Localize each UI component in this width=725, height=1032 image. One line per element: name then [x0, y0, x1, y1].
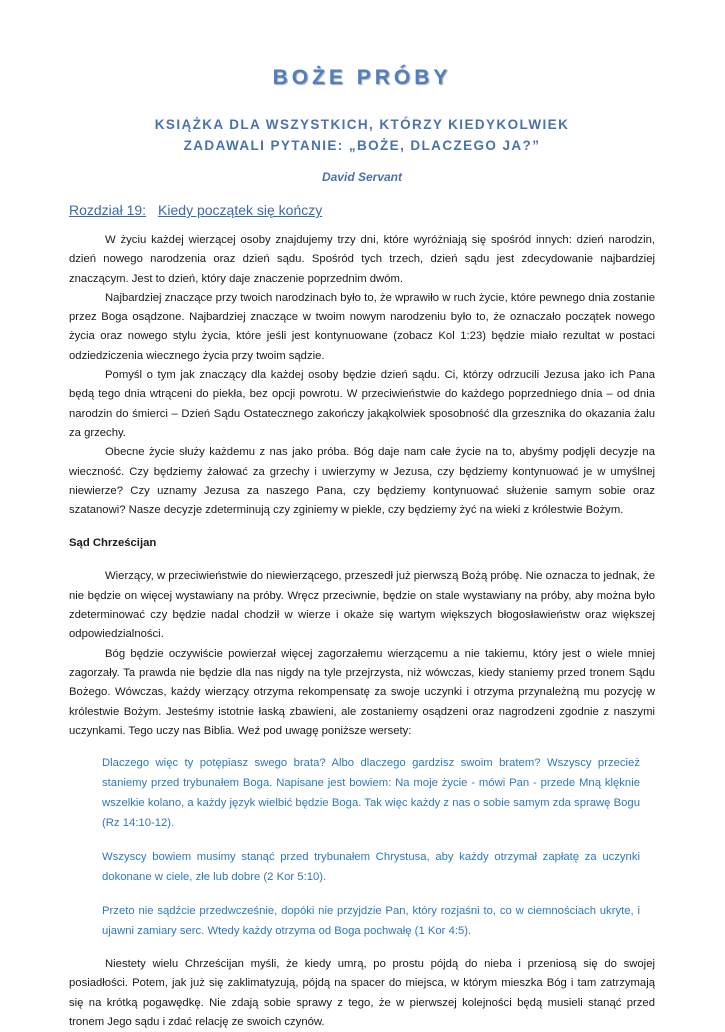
- chapter-number: Rozdział 19:: [69, 202, 147, 218]
- document-body: [69, 231, 655, 1032]
- chapter-heading: [69, 202, 655, 218]
- document-subtitle: [69, 114, 655, 156]
- scripture-quote: Wszyscy bowiem musimy stanąć przed trybunałem Chrystusa, aby każdy otrzymał zapłatę za uczynki dokonane w ciele, złe lub dobre (2 Kor 5:10).: [102, 851, 640, 884]
- subtitle-line-1: KSIĄŻKA DLA WSZYSTKICH, KTÓRZY KIEDYKOLWIEK: [154, 117, 570, 132]
- paragraph: Obecne życie służy każdemu z nas jako próba. Bóg daje nam całe życie na to, abyśmy podjęli decyzje na wieczność. Czy będziemy żałować za grzechy i uwierzymy w Jezusa, czy będziemy kontynuować je w umyślnej niewierze? Czy uznamy Jezusa za naszego Pana, czy będziemy kontynuować służenie samym sobie oraz szatanowi? Nasze decyzje zdeterminują czy zginiemy w piekle, czy będziemy żyć na wieki z królestwie Bożym.: [69, 446, 655, 517]
- section-heading: Sąd Chrześcijan: [69, 537, 157, 550]
- paragraph: Najbardziej znaczące przy twoich narodzinach było to, że wprawiło w ruch życie, które pewnego dnia zostanie przez Boga osądzone. Najbardziej znaczące w twoim nowym narodzeniu było to, że oznaczało początek nowego życia oraz nowego stylu życia, które jeśli jest kontynuowane (zobacz Kol 1:23) będzie miało rezultat w postaci odziedziczenia wiecznego życia przy twoim sądzie.: [69, 291, 655, 362]
- scripture-quote: Dlaczego więc ty potępiasz swego brata? Albo dlaczego gardzisz swoim bratem? Wszyscy przecież staniemy przed trybunałem Boga. Napisane jest bowiem: Na moje życie - mówi Pan - przede Mną klęknie wszelkie kolano, a każdy język wielbić będzie Boga. Tak więc każdy z nas o sobie samym zda sprawę Bogu (Rz 14:10-12).: [102, 757, 640, 830]
- author-name: David Servant: [321, 170, 403, 184]
- paragraph: Niestety wielu Chrześcijan myśli, że kiedy umrą, po prostu pójdą do nieba i przeniosą się do swojej posiadłości. Potem, jak już się zaklimatyzują, pójdą na spacer do miejsca, w którym mieszka Bóg i tam zatrzymają się na krótką pogawędkę. Nie zdają sobie sprawy z tego, że w pierwszej kolejności będą musieli stanąć przed tronem Jego sądu i zdać relację ze swoich czynów.: [69, 958, 655, 1029]
- scripture-quote: Przeto nie sądźcie przedwcześnie, dopóki nie przyjdzie Pan, który rozjaśni to, co w ciemnościach ukryte, i ujawni zamiary serc. Wtedy każdy otrzyma od Boga pochwałę (1 Kor 4:5).: [102, 905, 640, 938]
- chapter-title: Kiedy początek się kończy: [158, 202, 323, 218]
- paragraph: W życiu każdej wierzącej osoby znajdujemy trzy dni, które wyróżniają się spośród innych: dzień narodzin, dzień nowego narodzenia oraz dzień sądu. Spośród tych trzech, dzień sądu jest zdecydowanie najbardziej znaczącym. Jest to dzień, który daje znaczenie poprzednim dwóm.: [69, 234, 655, 285]
- subtitle-line-2: ZADAWALI PYTANIE: „BOŻE, DLACZEGO JA?”: [183, 138, 541, 153]
- paragraph: Pomyśl o tym jak znaczący dla każdej osoby będzie dzień sądu. Ci, którzy odrzucili Jezusa jako ich Pana będą tego dnia wtrąceni do piekła, bez opcji powrotu. W przeciwieństwie do każdego poprzedniego dnia – od dnia narodzin do śmierci – Dzień Sądu Ostatecznego zakończy jakąkolwiek sposobność dla grzesznika do okazania żalu za grzechy.: [69, 369, 655, 439]
- document-title: BOŻE PRÓBY: [272, 66, 452, 89]
- paragraph: Bóg będzie oczywiście powierzał więcej zagorzałemu wierzącemu a nie takiemu, który jest o wiele mniej zagorzały. Ta prawda nie będzie dla nas nigdy na tyle przejrzysta, niż wówczas, kiedy staniemy przed tronem Sądu Bożego. Wówczas, każdy wierzący otrzyma rekompensatę za swoje uczynki i otrzyma przynależną mu pozycję w królestwie Bożym. Jesteśmy istotnie łaską zbawieni, ale zostaniemy osądzeni oraz nagrodzeni zgodnie z naszymi uczynkami. Tego uczy nas Biblia. Weź pod uwagę poniższe wersety:: [69, 647, 655, 737]
- paragraph: Wierzący, w przeciwieństwie do niewierzącego, przeszedł już pierwszą Bożą próbę. Nie oznacza to jednak, że nie będzie on więcej wystawiany na próby. Wręcz przeciwnie, będzie on stale wystawiany na próby, aby można było zdeterminować czy będzie nadal chodził w wierze i okaże się wartym większych błogosławieństw oraz większej odpowiedzialności.: [69, 570, 655, 641]
